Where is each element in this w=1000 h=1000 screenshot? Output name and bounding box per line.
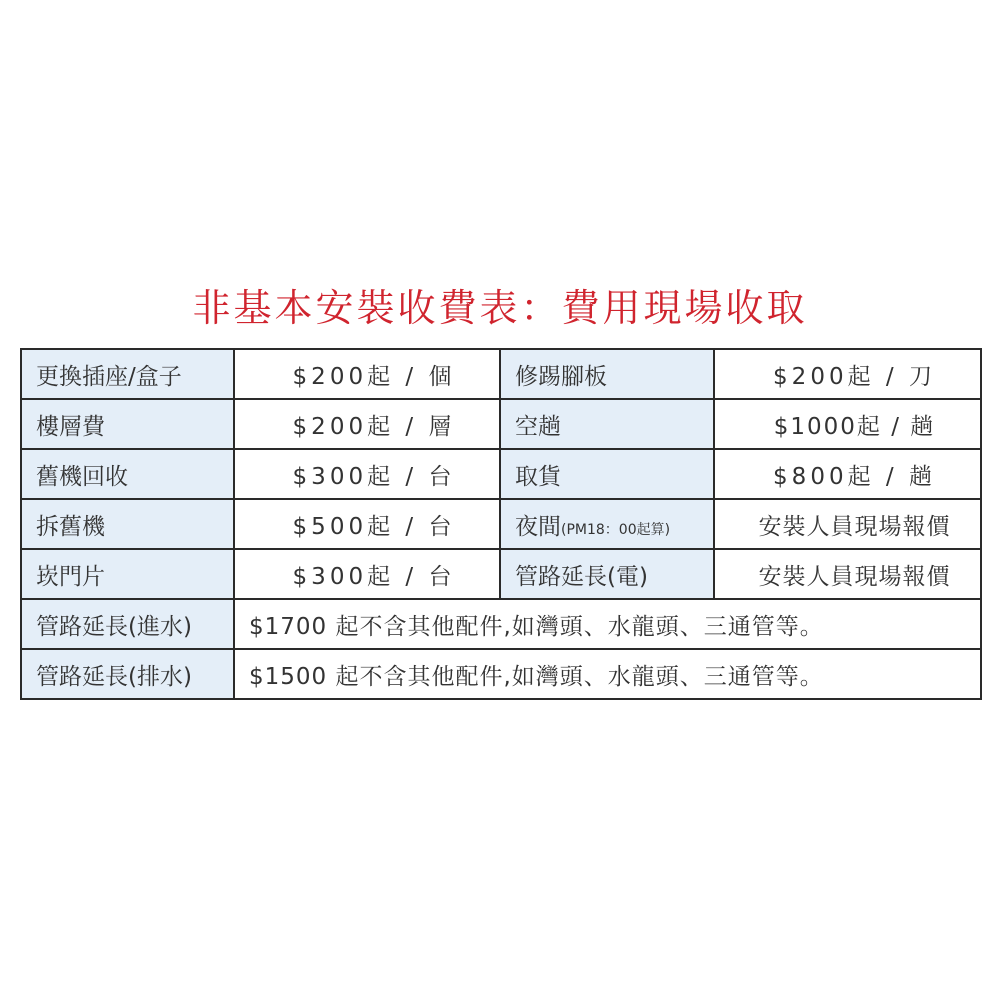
item-label: 崁門片	[21, 549, 234, 599]
item-price: $200起 / 個	[234, 349, 500, 399]
item-label-text: 拆舊機	[36, 513, 105, 540]
item-price: $200起 / 層	[234, 399, 500, 449]
item-label-note: (PM18：00起算)	[561, 521, 671, 538]
table-row	[21, 549, 981, 599]
item-price: $800起 / 趟	[714, 449, 981, 499]
table-row	[21, 649, 981, 699]
item-price: $500起 / 台	[234, 499, 500, 549]
item-label	[21, 499, 234, 549]
item-label: 舊機回收	[21, 449, 234, 499]
item-label-text: 夜間	[515, 513, 561, 540]
item-price: $1000起 / 趟	[714, 399, 981, 449]
item-label	[500, 499, 714, 549]
item-price: 安裝人員現場報價	[714, 499, 981, 549]
item-note: $1700 起不含其他配件,如灣頭、水龍頭、三通管等。	[234, 599, 981, 649]
item-label: 取貨	[500, 449, 714, 499]
table-row	[21, 349, 981, 399]
table-row	[21, 399, 981, 449]
item-price: 安裝人員現場報價	[714, 549, 981, 599]
item-label: 空趟	[500, 399, 714, 449]
item-label: 更換插座/盒子	[21, 349, 234, 399]
item-label: 管路延長(進水)	[21, 599, 234, 649]
table-row	[21, 449, 981, 499]
table-row	[21, 599, 981, 649]
item-label: 樓層費	[21, 399, 234, 449]
item-label: 修踢腳板	[500, 349, 714, 399]
item-price: $300起 / 台	[234, 449, 500, 499]
item-label: 管路延長(排水)	[21, 649, 234, 699]
item-note: $1500 起不含其他配件,如灣頭、水龍頭、三通管等。	[234, 649, 981, 699]
item-price: $200起 / 刀	[714, 349, 981, 399]
table-row	[21, 499, 981, 549]
item-label: 管路延長(電)	[500, 549, 714, 599]
item-price: $300起 / 台	[234, 549, 500, 599]
page-title: 非基本安裝收費表：費用現場收取	[192, 286, 808, 330]
fee-table	[20, 348, 982, 700]
